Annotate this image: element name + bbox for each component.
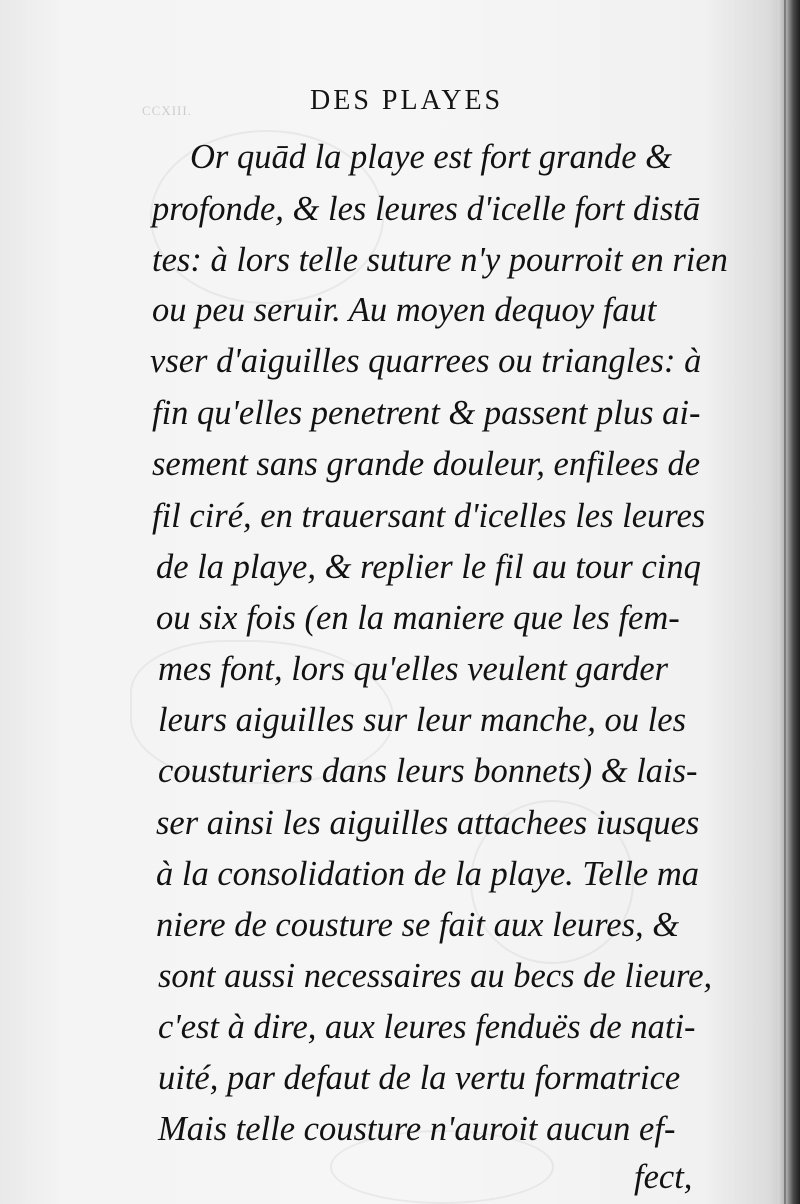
text-line: uité, par defaut de la vertu formatrice: [158, 1059, 681, 1097]
text-line: ou six fois (en la maniere que les fem-: [156, 599, 680, 637]
text-line: fin qu'elles penetrent & passent plus ai-: [152, 394, 701, 432]
text-line: ser ainsi les aiguilles attachees iusques: [156, 804, 700, 842]
page-edge-divider: [784, 0, 786, 1204]
bleed-through-page-number: CCXIII.: [142, 103, 192, 118]
text-line: fil ciré, en trauersant d'icelles les leures: [152, 497, 706, 535]
text-line: sement sans grande douleur, enfilees de: [152, 445, 701, 483]
text-line: c'est à dire, aux leures fenduës de nati-: [158, 1008, 696, 1046]
text-line: ou peu seruir. Au moyen dequoy faut: [152, 291, 657, 329]
text-line: de la playe, & replier le fil au tour cinq: [156, 548, 701, 586]
text-line: cousturiers dans leurs bonnets) & lais-: [158, 752, 698, 790]
text-line: profonde, & les leures d'icelle fort distā: [152, 190, 701, 228]
book-gutter-edge: [778, 0, 800, 1204]
text-line: sont aussi necessaires au becs de lieure,: [158, 957, 713, 995]
text-line: à la consolidation de la playe. Telle ma: [156, 855, 700, 893]
text-line: tes: à lors telle suture n'y pourroit en rien: [152, 241, 728, 279]
text-line: mes font, lors qu'elles veulent garder: [158, 650, 669, 688]
text-line: vser d'aiguilles quarrees ou triangles: à: [150, 342, 702, 380]
text-line: Mais telle cousture n'auroit aucun ef-: [158, 1110, 676, 1148]
text-line: leurs aiguilles sur leur manche, ou les: [158, 701, 686, 739]
text-line: Or quād la playe est fort grande &: [190, 138, 673, 176]
text-line: niere de cousture se fait aux leures, &: [156, 906, 680, 944]
catchword: fect,: [634, 1158, 693, 1196]
running-head: DES PLAYES: [310, 85, 504, 116]
